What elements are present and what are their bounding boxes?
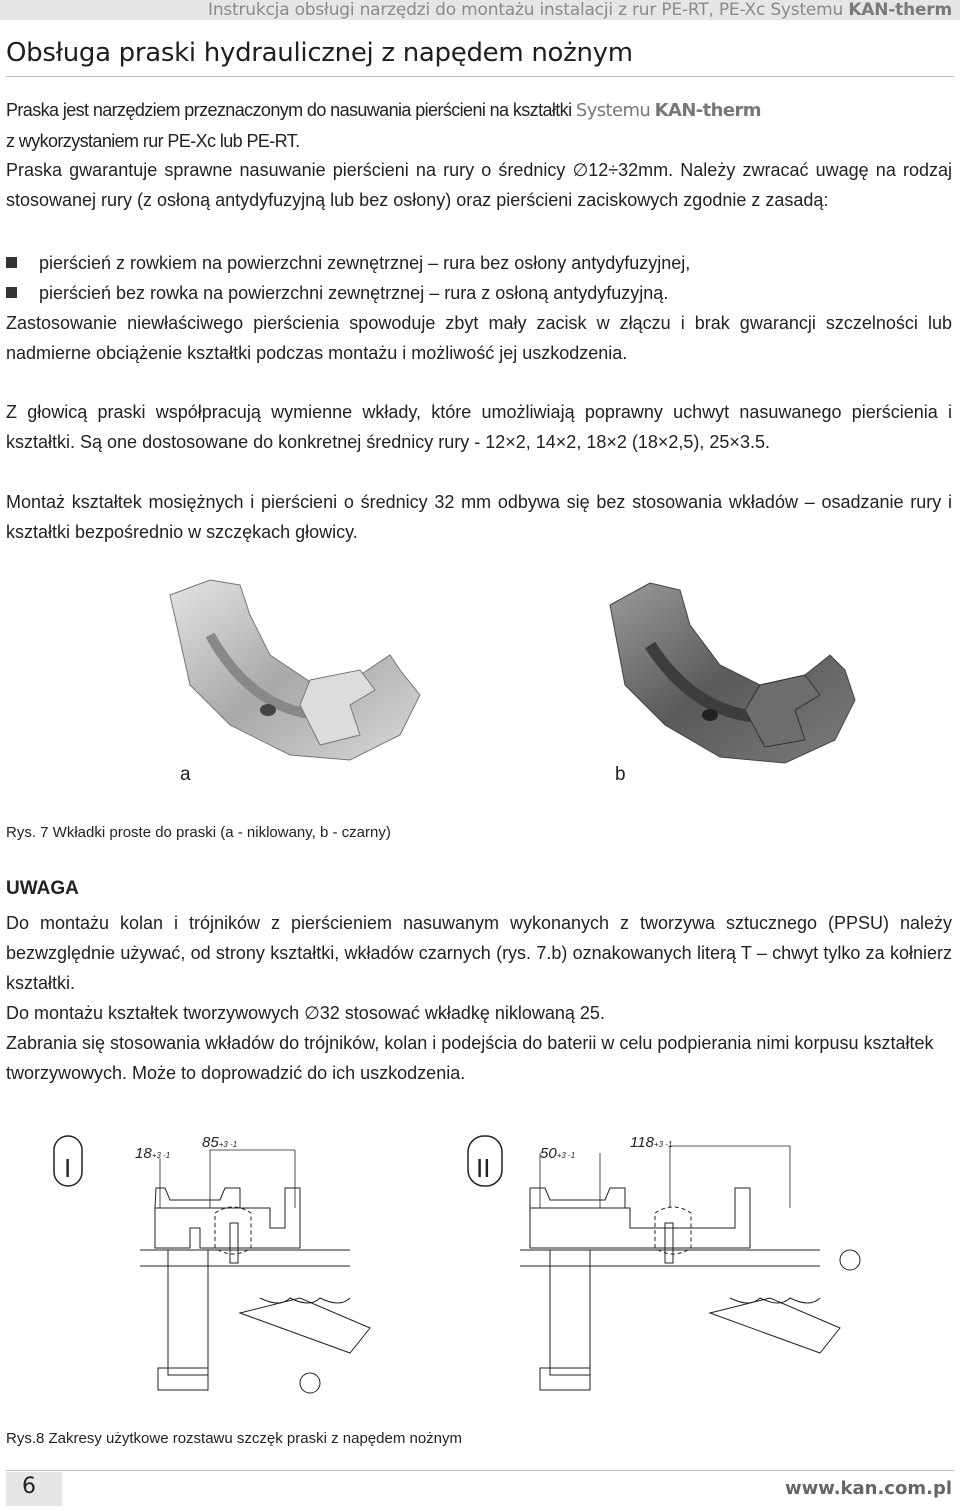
intro-system: Systemu [575, 100, 651, 121]
dim-right-large: 118+3 -1 [630, 1134, 673, 1151]
warning-paragraph-prohibition: Zabrania się stosowania wkładów do trójników, kolan i podejścia do baterii w celu podpierania nimi korpusu kształtek tworzywowych. Może to doprowadzić do ich uszkodzenia. [6, 1033, 934, 1083]
footer-website: www.kan.com.pl [784, 1478, 952, 1499]
paragraph-brass: Montaż kształtek mosiężnych i pierścieni o średnicy 32 mm odbywa się bez stosowania wkładów – osadzanie rury i kształtki bezpośrednio w szczękach głowicy. [6, 492, 952, 542]
roman-numeral-two: II [476, 1153, 491, 1183]
paragraph-diameter-info: Praska gwarantuje sprawne nasuwanie pierścieni na rury o średnicy ∅12÷32mm. Należy zwracać uwagę na rodzaj stosowanej rury (z osłoną antydyfuzyjną lub bez osłony) oraz pierścieni zaciskowych zgodnie z zasadą: [6, 160, 952, 210]
figure7-caption: Rys. 7 Wkładki proste do praski (a - niklowany, b - czarny) [6, 824, 391, 841]
header-brand: KAN-therm [848, 0, 952, 20]
intro-line1: Praska jest narzędziem przeznaczonym do nasuwania pierścieni na kształtki [6, 100, 572, 120]
dim-left-small: 18+3 -1 [135, 1145, 171, 1162]
roman-numeral-one: I [64, 1153, 72, 1183]
bullet-item: pierścień bez rowka na powierzchni zewnętrznej – rura z osłoną antydyfuzyjną. [6, 278, 668, 308]
dim-right-small: 50+3 -1 [540, 1145, 576, 1162]
paragraph-warning-ring: Zastosowanie niewłaściwego pierścienia spowoduje zbyt mały zacisk w złączu i brak gwarancji szczelności lub nadmierne obciążenie kształtki podczas montażu i możliwość jej uszkodzenia. [6, 313, 952, 363]
intro-line2: z wykorzystaniem rur PE-Xc lub PE-RT. [6, 131, 300, 151]
warning-heading: UWAGA [6, 878, 79, 899]
press-diagram-range-1 [40, 1128, 460, 1408]
intro-paragraph [6, 95, 952, 156]
header-text: Instrukcja obsługi narzędzi do montażu instalacji z rur PE-RT, PE-Xc Systemu KAN-therm [208, 0, 952, 20]
figure-label-b: b [615, 764, 626, 785]
warning-paragraph-ppsu: Do montażu kolan i trójników z pierścieniem nasuwanym wykonanych z tworzywa sztucznego (PPSU) należy bezwzględnie używać, od strony kształtki, wkładów czarnych (rys. 7.b) oznakowanych literą T – chwyt tylko za kołnierz kształtki. [6, 913, 952, 993]
warning-paragraph-32: Do montażu kształtek tworzywowych ∅32 stosować wkładkę niklowaną 25. [6, 1003, 605, 1023]
bullet-item: pierścień z rowkiem na powierzchni zewnętrznej – rura bez osłony antydyfuzyjnej, [6, 248, 690, 278]
page-number: 6 [22, 1474, 36, 1499]
intro-brand: KAN-therm [654, 100, 761, 121]
figure8-caption: Rys.8 Zakresy użytkowe rozstawu szczęk praski z napędem nożnym [6, 1430, 462, 1447]
paragraph-inserts: Z głowicą praski współpracują wymienne wkłady, które umożliwiają poprawny uchwyt nasuwanego pierścienia i kształtki. Są one dostosowane do konkretnej średnicy rury - 12×2, 14×2, 18×2 (18×2,5), 25×3.5. [6, 402, 952, 452]
title-divider [6, 76, 954, 77]
square-bullet-icon [6, 287, 17, 298]
nickel-insert-image [150, 575, 440, 775]
dim-left-large: 85+3 -1 [202, 1134, 238, 1151]
square-bullet-icon [6, 257, 17, 268]
page-title: Obsługa praski hydraulicznej z napędem nożnym [6, 38, 633, 68]
footer-divider [6, 1470, 954, 1471]
black-insert-image [590, 575, 870, 775]
figure-label-a: a [180, 764, 191, 785]
press-diagram-range-2 [460, 1128, 900, 1408]
